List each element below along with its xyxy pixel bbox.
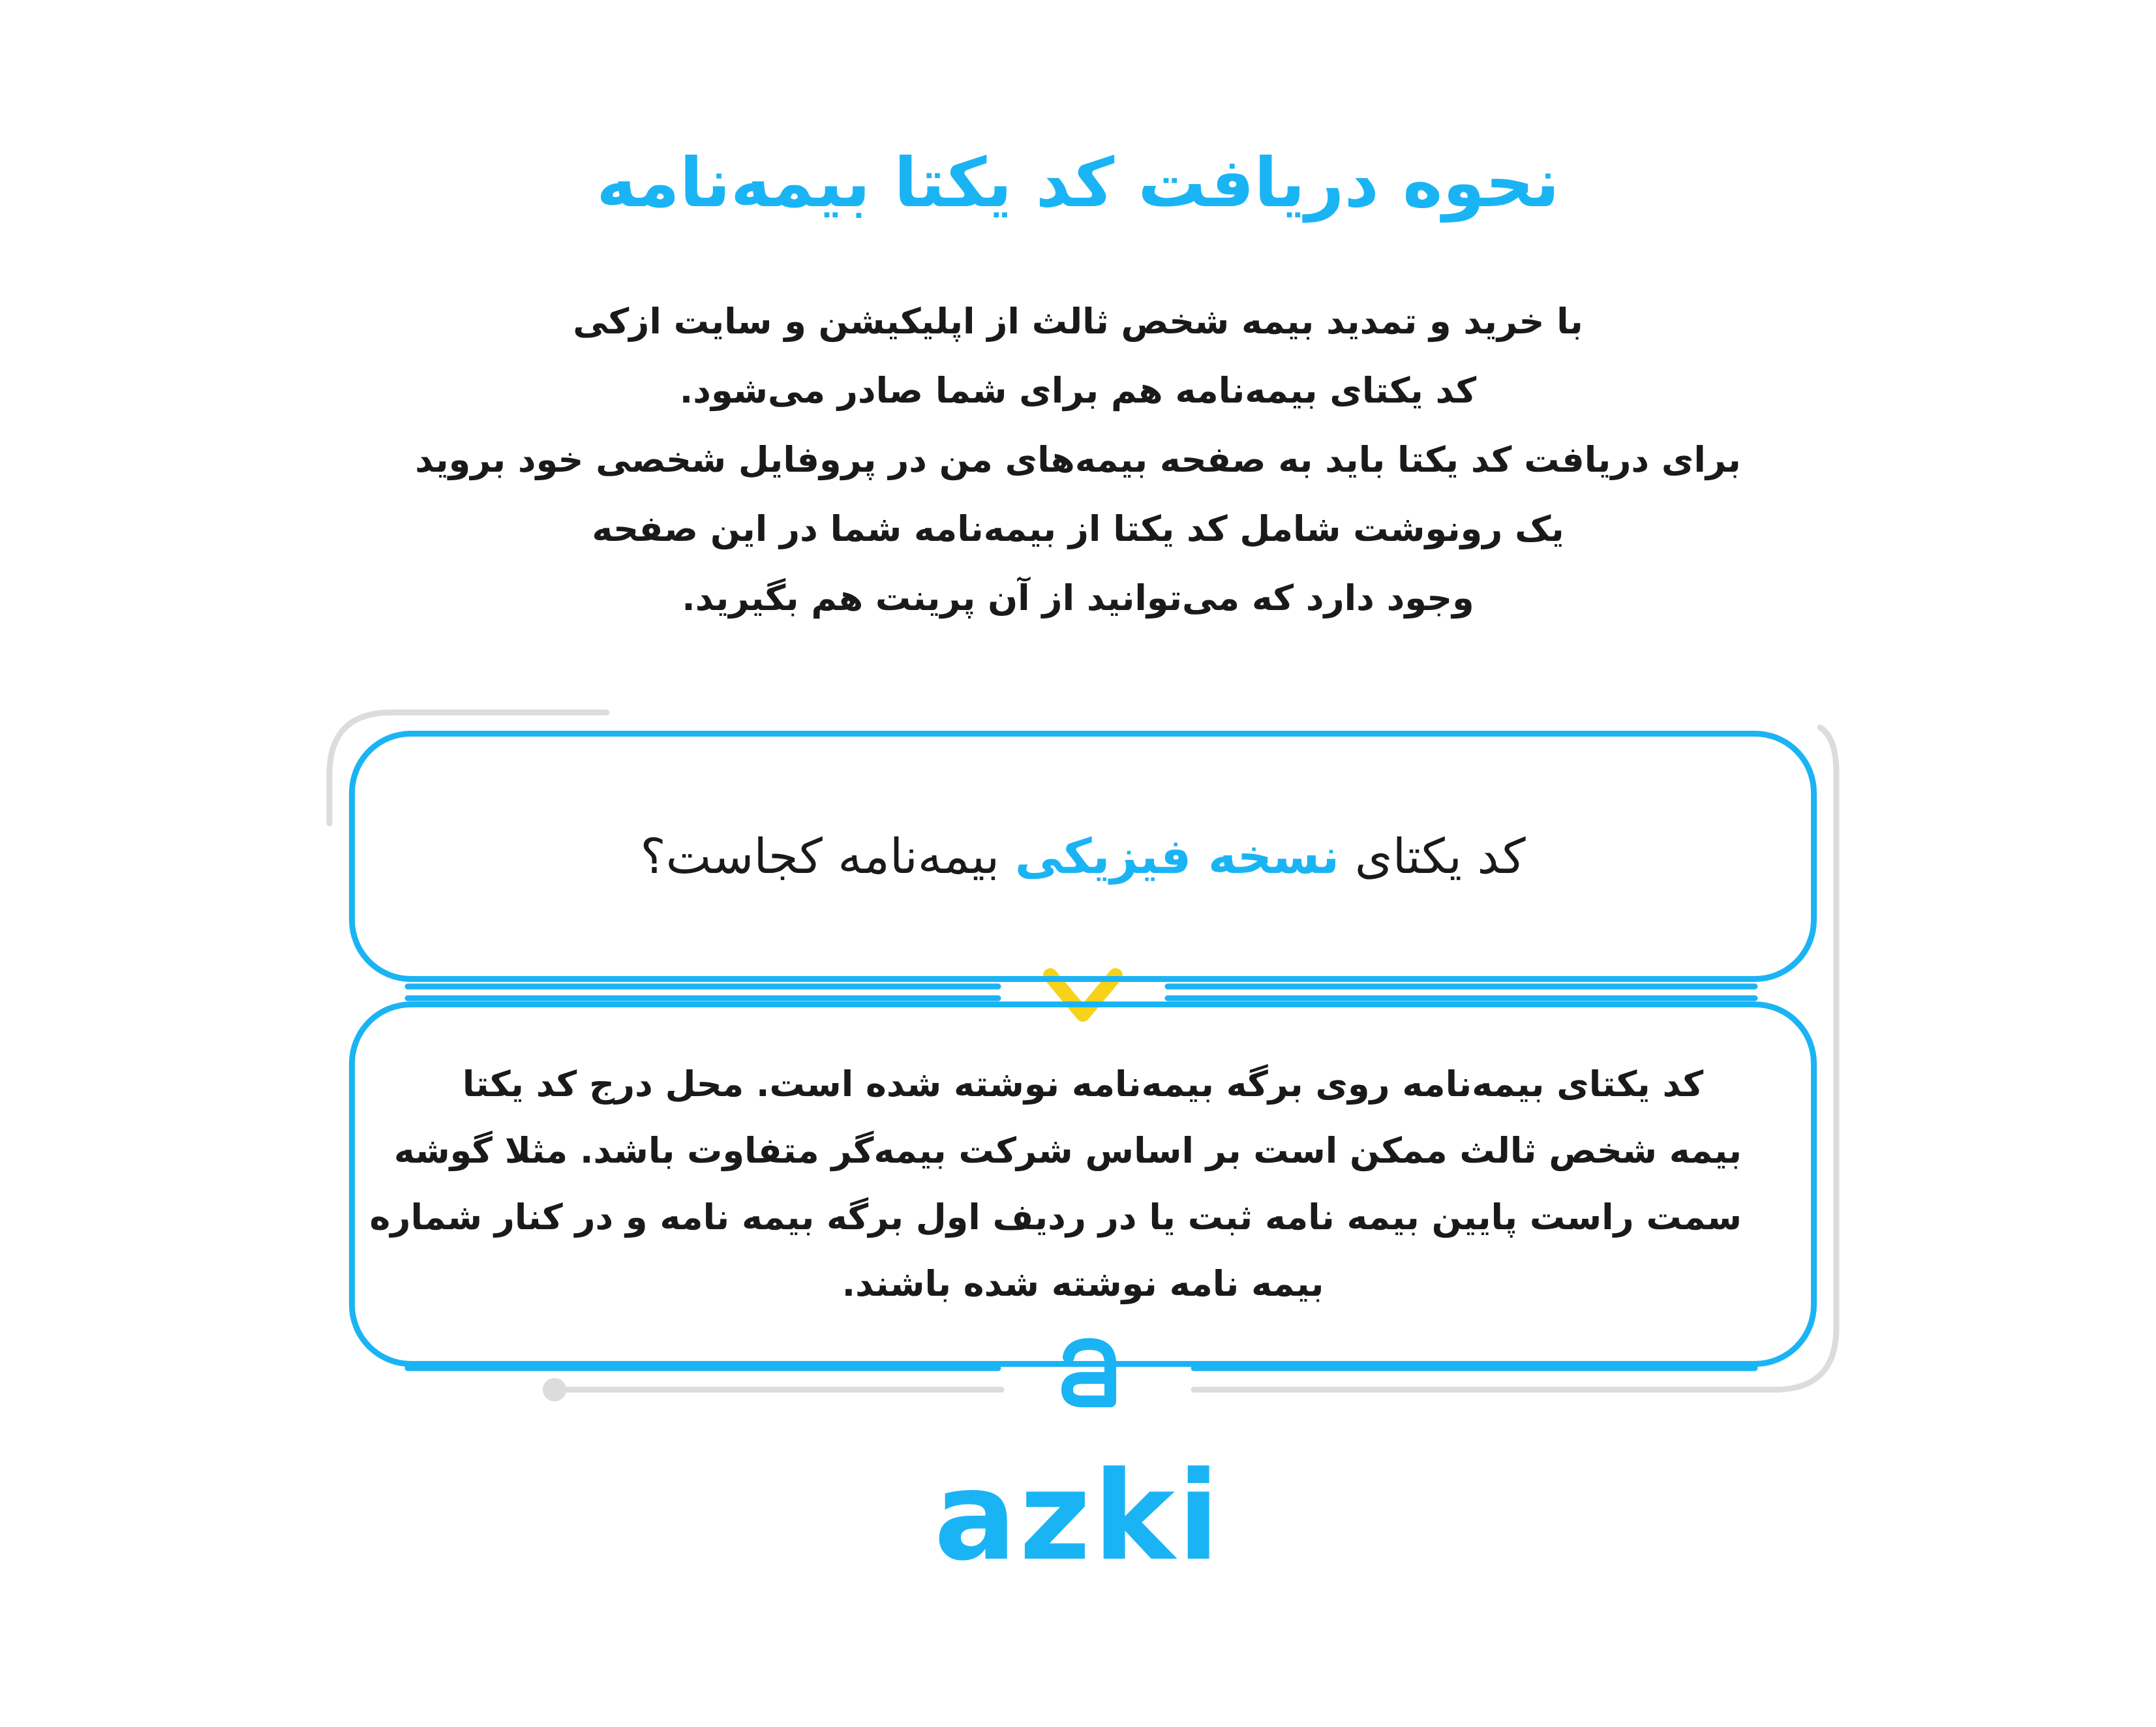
azki-a-logo-icon [1057, 1337, 1122, 1409]
intro-line: برای دریافت کد یکتا باید به صفحه بیمه‌های من در پروفایل شخصی خود بروید [415, 439, 1741, 480]
question-text-start: کد یکتای [1354, 828, 1526, 885]
intro-line: یک رونوشت شامل کد یکتا از بیمه‌نامه شما در این صفحه [592, 508, 1564, 549]
question-highlight: نسخه فیزیکی [1014, 828, 1340, 885]
answer-line: بیمه نامه نوشته شده باشند. [842, 1263, 1324, 1304]
question-card [349, 731, 1817, 982]
page-title: نحوه دریافت کد یکتا بیمه‌نامه [596, 143, 1560, 222]
answer-line: کد یکتای بیمه‌نامه روی برگه بیمه‌نامه نوشته شده است. محل درج کد یکتا [462, 1063, 1704, 1105]
intro-line: وجود دارد که می‌توانید از آن پرینت هم بگیرید. [682, 577, 1474, 619]
answer-text [369, 1051, 1742, 1317]
answer-line: سمت راست پایین بیمه نامه ثبت یا در ردیف اول برگه بیمه نامه و در کنار شماره [369, 1197, 1742, 1238]
intro-line: کد یکتای بیمه‌نامه هم برای شما صادر می‌شود. [679, 370, 1477, 411]
frame-dot [543, 1378, 566, 1401]
question-text-end: بیمه‌نامه کجاست؟ [640, 828, 1000, 885]
question-text [640, 829, 1525, 885]
azki-brand-logo: azki [934, 1445, 1222, 1588]
answer-card [349, 1001, 1817, 1367]
intro-line: با خرید و تمدید بیمه شخص ثالث از اپلیکیشن و سایت ازکی [573, 301, 1583, 342]
answer-line: بیمه شخص ثالث ممکن است بر اساس شرکت بیمه‌گر متفاوت باشد. مثلا گوشه [393, 1130, 1742, 1171]
